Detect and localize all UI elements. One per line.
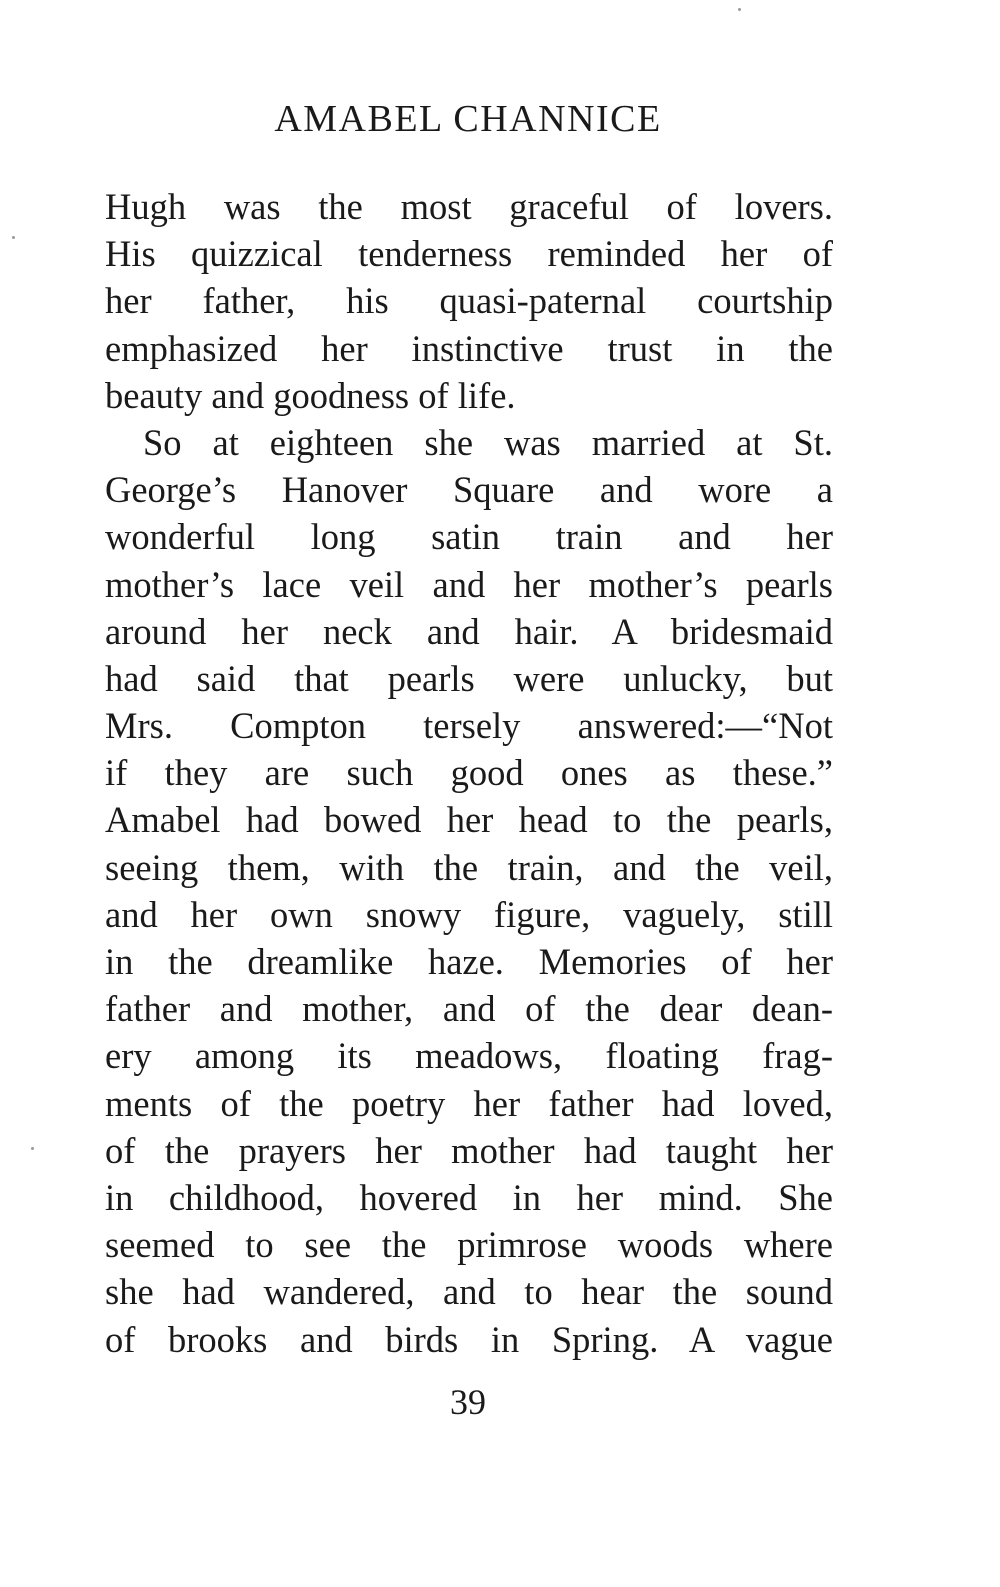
text-line: father and mother, and of the dear dean- xyxy=(105,988,833,1030)
text-line: in childhood, hovered in her mind. She xyxy=(105,1176,833,1218)
text-line: if they are such good ones as these.” xyxy=(105,752,833,794)
scan-speck xyxy=(12,236,15,239)
text-line: she had wandered, and to hear the sound xyxy=(105,1271,833,1313)
text-line: ery among its meadows, floating frag- xyxy=(105,1035,833,1077)
running-head: AMABEL CHANNICE xyxy=(274,98,662,140)
text-line: in the dreamlike haze. Memories of her xyxy=(105,941,833,982)
scan-speck xyxy=(31,1147,34,1150)
text-line: So at eighteen she was married at St. xyxy=(143,421,833,463)
text-line: George’s Hanover Square and wore a xyxy=(105,469,833,511)
text-line: and her own snowy figure, vaguely, still xyxy=(105,893,833,935)
text-line: around her neck and hair. A bridesmaid xyxy=(105,610,833,652)
body-text xyxy=(105,183,833,1363)
text-line: had said that pearls were unlucky, but xyxy=(105,657,833,699)
text-line: His quizzical tenderness reminded her of xyxy=(105,233,833,275)
text-line: Amabel had bowed her head to the pearls, xyxy=(105,799,833,841)
text-line: wonderful long satin train and her xyxy=(105,516,833,558)
text-line: mother’s lace veil and her mother’s pearls xyxy=(105,563,833,605)
text-line: Mrs. Compton tersely answered:—“Not xyxy=(105,705,833,747)
text-line: emphasized her instinctive trust in the xyxy=(105,327,833,369)
text-line: her father, his quasi-paternal courtship xyxy=(105,280,833,322)
text-line: of brooks and birds in Spring. A vague xyxy=(105,1318,833,1360)
scan-speck xyxy=(738,8,741,11)
text-line: seemed to see the primrose woods where xyxy=(105,1224,833,1266)
text-line: beauty and goodness of life. xyxy=(105,374,516,416)
text-line: Hugh was the most graceful of lovers. xyxy=(105,186,833,227)
text-line: seeing them, with the train, and the veil, xyxy=(105,846,833,888)
page-number: 39 xyxy=(450,1382,486,1422)
text-line: ments of the poetry her father had loved, xyxy=(105,1082,833,1124)
text-line: of the prayers her mother had taught her xyxy=(105,1129,833,1171)
